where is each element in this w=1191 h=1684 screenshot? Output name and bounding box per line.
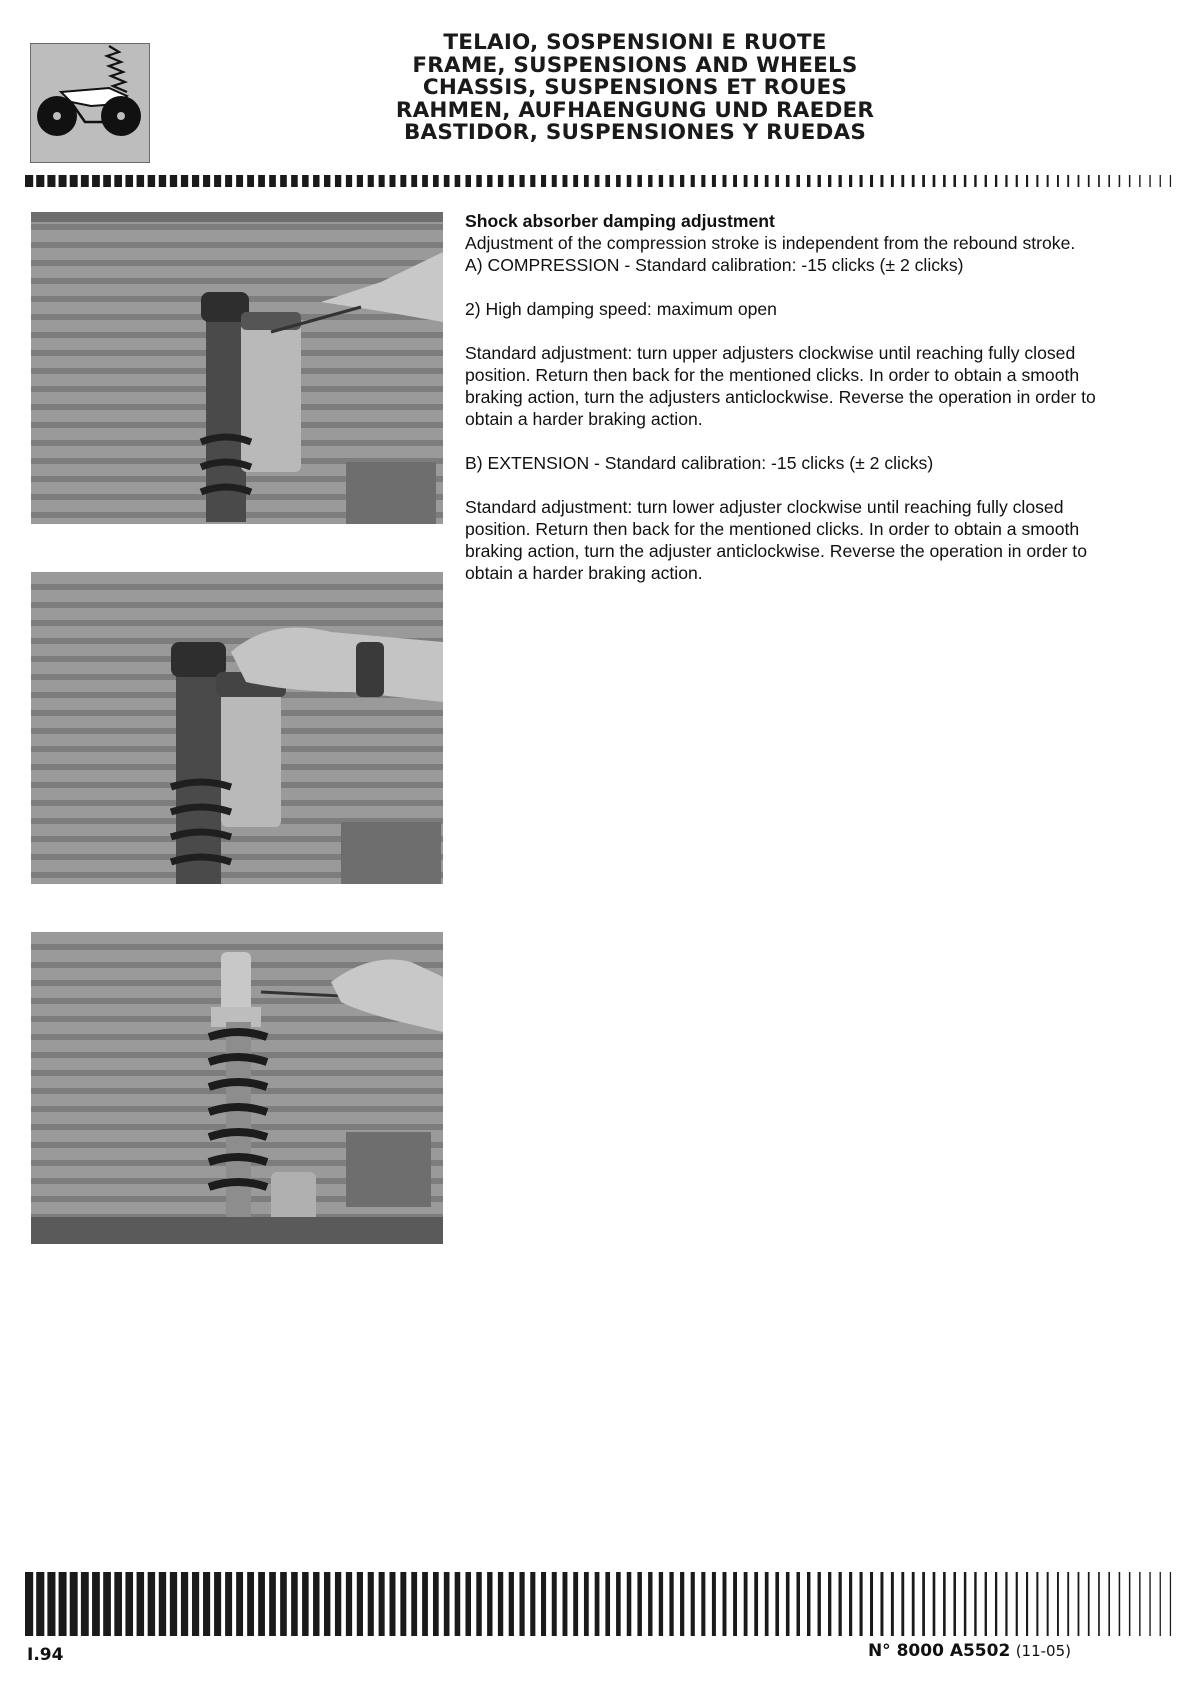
strip-bar <box>765 1572 769 1636</box>
strip-bar <box>476 175 481 187</box>
strip-bar <box>964 1572 966 1636</box>
strip-bar <box>669 1572 673 1636</box>
strip-bar <box>541 1572 546 1636</box>
strip-bar <box>70 175 78 187</box>
strip-bar <box>411 175 417 187</box>
strip-bar <box>498 175 503 187</box>
section-heading: Shock absorber damping adjustment <box>465 211 775 231</box>
strip-bar <box>985 1572 987 1636</box>
strip-bar <box>1129 1572 1130 1636</box>
strip-bar <box>214 175 221 187</box>
strip-bar <box>765 175 769 187</box>
strip-bar <box>236 175 243 187</box>
strip-bar <box>1005 175 1007 187</box>
strip-bar <box>433 175 439 187</box>
strip-bar <box>595 175 600 187</box>
strip-bar <box>335 1572 341 1636</box>
strip-bar <box>627 175 632 187</box>
strip-bar <box>891 1572 894 1636</box>
strip-bar <box>1170 175 1171 187</box>
strip-bar <box>269 175 276 187</box>
strip-bar <box>964 175 966 187</box>
strip-bar <box>605 175 610 187</box>
strip-bar <box>680 175 684 187</box>
strip-bar <box>1005 1572 1007 1636</box>
strip-bar <box>1149 175 1150 187</box>
strip-bar <box>159 175 166 187</box>
strip-bar <box>1088 1572 1090 1636</box>
strip-bar <box>92 1572 100 1636</box>
strip-bar <box>786 175 790 187</box>
title-english: FRAME, SUSPENSIONS AND WHEELS <box>412 52 858 78</box>
strip-bar <box>476 1572 481 1636</box>
strip-bar <box>933 1572 936 1636</box>
strip-bar <box>584 1572 589 1636</box>
strip-bar <box>712 1572 716 1636</box>
strip-bar <box>324 1572 330 1636</box>
strip-bar <box>828 1572 831 1636</box>
strip-bar <box>47 1572 55 1636</box>
strip-bar <box>357 1572 363 1636</box>
page-number: I.94 <box>27 1645 64 1665</box>
strip-bar <box>70 1572 78 1636</box>
strip-bar <box>170 1572 177 1636</box>
strip-bar <box>1078 1572 1080 1636</box>
strip-bar <box>860 1572 863 1636</box>
shock-absorber-photo <box>31 572 443 884</box>
strip-bar <box>148 1572 155 1636</box>
strip-bar <box>36 1572 44 1636</box>
strip-bar <box>818 1572 821 1636</box>
strip-bar <box>258 175 265 187</box>
strip-bar <box>170 175 177 187</box>
strip-bar <box>346 175 352 187</box>
strip-bar <box>1036 175 1038 187</box>
strip-bar <box>1160 1572 1161 1636</box>
strip-bar <box>659 1572 663 1636</box>
strip-bar <box>203 1572 210 1636</box>
photo-extension-adjuster <box>31 932 443 1244</box>
strip-bar <box>379 175 385 187</box>
strip-bar <box>422 175 428 187</box>
strip-bar <box>563 175 568 187</box>
strip-bar <box>754 175 758 187</box>
strip-bar <box>912 1572 915 1636</box>
strip-bar <box>1119 1572 1121 1636</box>
strip-bar <box>828 175 831 187</box>
strip-bar <box>125 1572 133 1636</box>
strip-bar <box>148 175 155 187</box>
strip-bar <box>891 175 894 187</box>
strip-bar <box>712 175 716 187</box>
photo-compression-adjuster <box>31 212 443 524</box>
strip-bar <box>390 1572 396 1636</box>
document-date: (11-05) <box>1015 1642 1071 1660</box>
strip-bar <box>669 175 673 187</box>
strip-bar <box>302 175 309 187</box>
strip-bar <box>379 1572 385 1636</box>
high-damping-note: 2) High damping speed: maximum open <box>465 299 777 319</box>
strip-bar <box>258 1572 265 1636</box>
strip-bar <box>530 175 535 187</box>
strip-bar <box>1067 175 1069 187</box>
strip-bar <box>498 1572 503 1636</box>
strip-bar <box>433 1572 439 1636</box>
strip-bar <box>901 1572 904 1636</box>
strip-bar <box>1067 1572 1069 1636</box>
strip-bar <box>422 1572 428 1636</box>
strip-bar <box>616 1572 621 1636</box>
strip-bar <box>943 175 946 187</box>
strip-bar <box>849 175 852 187</box>
strip-bar <box>796 1572 800 1636</box>
strip-bar <box>648 1572 652 1636</box>
extension-procedure: Standard adjustment: turn lower adjuster clockwise until reaching fully closed position. Return then back for the mentioned clicks. In order to obtain a smooth braking action, turn the adjuster anticlockwise. Reverse the operation in order to obtain a harder braking action. <box>465 497 1087 583</box>
strip-bar <box>455 1572 461 1636</box>
strip-bar <box>880 175 883 187</box>
strip-bar <box>181 175 188 187</box>
strip-bar <box>357 175 363 187</box>
strip-bar <box>1119 175 1121 187</box>
strip-bar <box>637 175 641 187</box>
strip-bar <box>159 1572 166 1636</box>
strip-bar <box>225 175 232 187</box>
strip-bar <box>103 175 111 187</box>
strip-bar <box>1160 175 1161 187</box>
motorcycle-suspension-icon <box>31 44 149 162</box>
strip-bar <box>786 1572 790 1636</box>
strip-bar <box>1098 1572 1100 1636</box>
strip-bar <box>807 1572 810 1636</box>
strip-bar <box>1016 1572 1018 1636</box>
strip-bar <box>125 175 133 187</box>
strip-bar <box>953 175 956 187</box>
strip-bar <box>648 175 652 187</box>
strip-bar <box>796 175 800 187</box>
strip-bar <box>775 175 779 187</box>
strip-bar <box>36 175 44 187</box>
strip-bar <box>47 175 55 187</box>
strip-bar <box>25 1572 33 1636</box>
strip-bar <box>1026 175 1028 187</box>
strip-bar <box>313 1572 319 1636</box>
strip-bar <box>839 1572 842 1636</box>
strip-bar <box>605 1572 610 1636</box>
strip-bar <box>754 1572 758 1636</box>
strip-bar <box>541 175 546 187</box>
strip-bar <box>25 175 33 187</box>
strip-bar <box>616 175 621 187</box>
strip-bar <box>487 175 492 187</box>
strip-bar <box>1026 1572 1028 1636</box>
strip-bar <box>733 1572 737 1636</box>
strip-bar <box>247 175 254 187</box>
strip-bar <box>236 1572 243 1636</box>
strip-bar <box>214 1572 221 1636</box>
strip-bar <box>203 175 210 187</box>
strip-bar <box>390 175 396 187</box>
shock-absorber-photo <box>31 932 443 1244</box>
strip-bar <box>519 175 524 187</box>
strip-bar <box>1139 1572 1140 1636</box>
shock-absorber-photo <box>31 212 443 524</box>
page-title <box>330 32 940 145</box>
strip-bar <box>1139 175 1140 187</box>
compression-procedure: Standard adjustment: turn upper adjusters clockwise until reaching fully closed position. Return then back for the mentioned clicks. In order to obtain a smooth braking action, turn the adjusters anticlockwise. Reverse the operation in order to obtain a harder braking action. <box>465 343 1096 429</box>
strip-bar <box>1149 1572 1150 1636</box>
strip-bar <box>465 175 471 187</box>
strip-bar <box>595 1572 600 1636</box>
strip-bar <box>1108 1572 1110 1636</box>
strip-bar <box>849 1572 852 1636</box>
strip-bar <box>181 1572 188 1636</box>
section-logo <box>30 43 150 163</box>
strip-bar <box>870 1572 873 1636</box>
footer-divider-strip <box>25 1572 1175 1636</box>
strip-bar <box>953 1572 956 1636</box>
strip-bar <box>291 1572 298 1636</box>
photo-hand-on-reservoir <box>31 572 443 884</box>
strip-bar <box>1088 175 1090 187</box>
strip-bar <box>103 1572 111 1636</box>
strip-bar <box>701 1572 705 1636</box>
strip-bar <box>302 1572 309 1636</box>
document-reference <box>868 1641 1071 1661</box>
title-spanish: BASTIDOR, SUSPENSIONES Y RUEDAS <box>403 120 867 146</box>
strip-bar <box>59 1572 67 1636</box>
strip-bar <box>627 1572 632 1636</box>
strip-bar <box>659 175 663 187</box>
strip-bar <box>563 1572 568 1636</box>
strip-bar <box>870 175 873 187</box>
strip-bar <box>444 175 450 187</box>
strip-bar <box>1078 175 1080 187</box>
strip-bar <box>573 1572 578 1636</box>
strip-bar <box>324 175 330 187</box>
strip-bar <box>465 1572 471 1636</box>
strip-bar <box>1047 175 1049 187</box>
strip-bar <box>974 1572 976 1636</box>
strip-bar <box>1016 175 1018 187</box>
strip-bar <box>487 1572 492 1636</box>
strip-bar <box>313 175 319 187</box>
strip-bar <box>291 175 298 187</box>
strip-bar <box>411 1572 417 1636</box>
strip-bar <box>974 175 976 187</box>
strip-bar <box>114 1572 122 1636</box>
strip-bar <box>691 175 695 187</box>
strip-bar <box>552 1572 557 1636</box>
strip-bar <box>701 175 705 187</box>
strip-bar <box>807 175 810 187</box>
strip-bar <box>573 175 578 187</box>
strip-bar <box>1108 175 1110 187</box>
strip-bar <box>400 1572 406 1636</box>
strip-bar <box>280 1572 287 1636</box>
strip-bar <box>584 175 589 187</box>
strip-bar <box>691 1572 695 1636</box>
strip-bar <box>733 175 737 187</box>
strip-bar <box>775 1572 779 1636</box>
strip-bar <box>247 1572 254 1636</box>
strip-bar <box>509 1572 514 1636</box>
header-divider-strip <box>25 175 1175 187</box>
strip-bar <box>1057 1572 1059 1636</box>
title-german: RAHMEN, AUFHAENGUNG UND RAEDER <box>395 97 875 123</box>
strip-bar <box>192 1572 199 1636</box>
strip-bar <box>280 175 287 187</box>
strip-bar <box>269 1572 276 1636</box>
strip-bar <box>1098 175 1100 187</box>
strip-bar <box>552 175 557 187</box>
strip-bar <box>1057 175 1059 187</box>
strip-bar <box>519 1572 524 1636</box>
instructions <box>465 210 1105 584</box>
strip-bar <box>400 175 406 187</box>
strip-bar <box>995 175 997 187</box>
strip-bar <box>839 175 842 187</box>
title-italian: TELAIO, SOSPENSIONI E RUOTE <box>443 30 827 55</box>
strip-bar <box>192 175 199 187</box>
strip-bar <box>59 175 67 187</box>
intro-text: Adjustment of the compression stroke is independent from the rebound stroke. <box>465 233 1076 253</box>
strip-bar <box>81 1572 89 1636</box>
strip-bar <box>723 1572 727 1636</box>
strip-bar <box>368 1572 374 1636</box>
strip-bar <box>985 175 987 187</box>
strip-bar <box>723 175 727 187</box>
strip-bar <box>995 1572 997 1636</box>
strip-bar <box>680 1572 684 1636</box>
strip-bar <box>346 1572 352 1636</box>
strip-bar <box>137 1572 145 1636</box>
strip-bar <box>81 175 89 187</box>
strip-bar <box>1036 1572 1038 1636</box>
strip-bar <box>368 175 374 187</box>
strip-bar <box>818 175 821 187</box>
strip-bar <box>912 175 915 187</box>
strip-bar <box>922 175 925 187</box>
strip-bar <box>509 175 514 187</box>
strip-bar <box>1047 1572 1049 1636</box>
strip-bar <box>530 1572 535 1636</box>
extension-calibration: B) EXTENSION - Standard calibration: -15 clicks (± 2 clicks) <box>465 453 934 473</box>
document-number: N° 8000 A5502 <box>867 1641 1011 1661</box>
strip-bar <box>943 1572 946 1636</box>
strip-bar <box>335 175 341 187</box>
strip-bar <box>744 1572 748 1636</box>
strip-bar <box>744 175 748 187</box>
strip-bar <box>444 1572 450 1636</box>
strip-bar <box>880 1572 883 1636</box>
strip-bar <box>1129 175 1130 187</box>
strip-bar <box>933 175 936 187</box>
strip-bar <box>1170 1572 1171 1636</box>
strip-bar <box>92 175 100 187</box>
strip-bar <box>860 175 863 187</box>
title-french: CHASSIS, SUSPENSIONS ET ROUES <box>422 75 848 101</box>
strip-bar <box>455 175 461 187</box>
strip-bar <box>114 175 122 187</box>
strip-bar <box>225 1572 232 1636</box>
strip-bar <box>922 1572 925 1636</box>
compression-calibration: A) COMPRESSION - Standard calibration: -15 clicks (± 2 clicks) <box>465 255 964 275</box>
strip-bar <box>137 175 145 187</box>
strip-bar <box>901 175 904 187</box>
strip-bar <box>637 1572 641 1636</box>
